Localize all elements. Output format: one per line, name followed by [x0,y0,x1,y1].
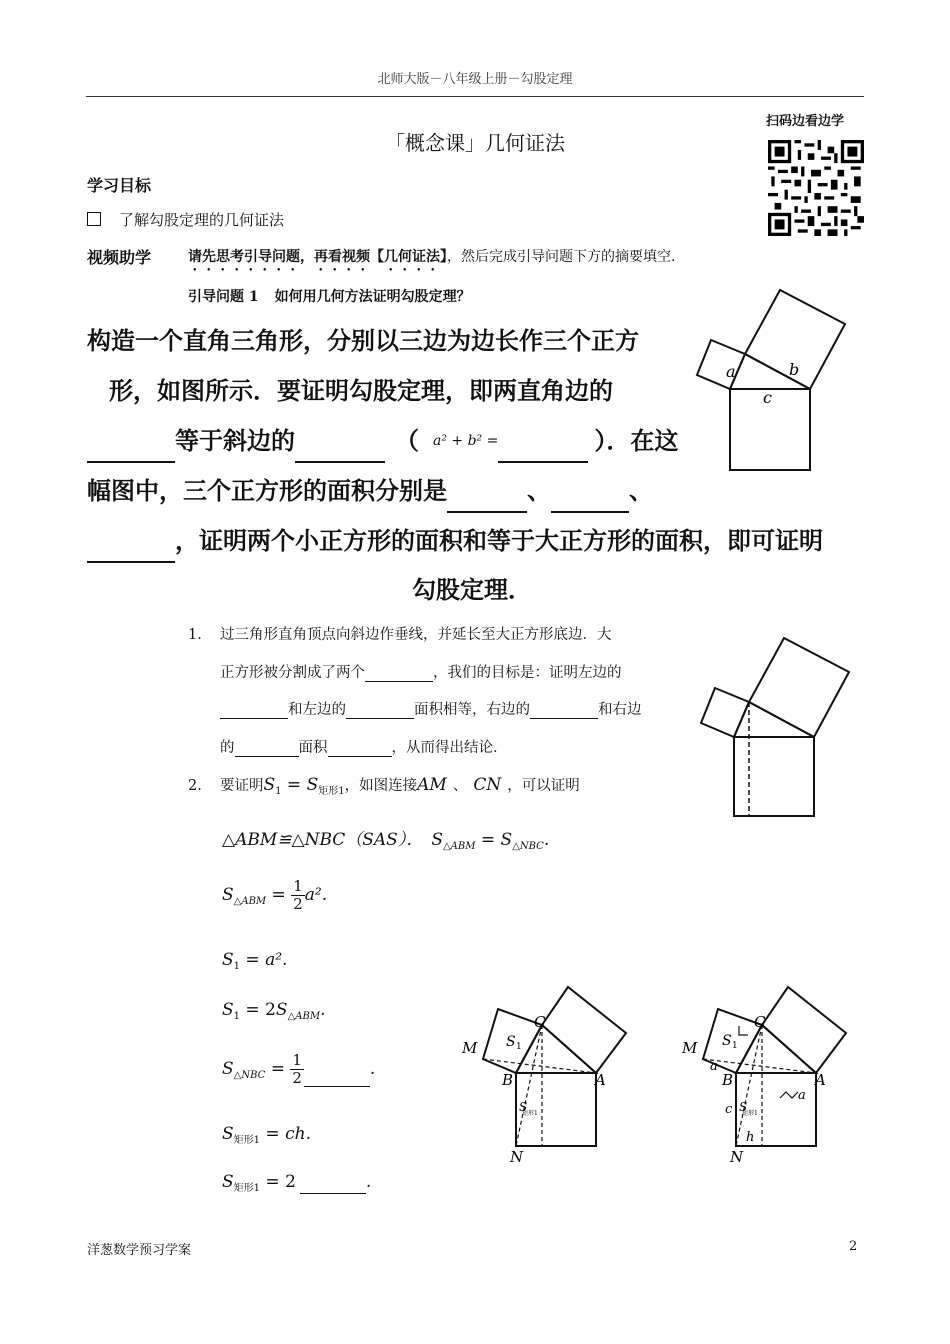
svg-text:N: N [510,1148,524,1166]
step1-number: 1. [188,627,202,643]
svg-text:h: h [746,1130,755,1145]
svg-text:C: C [534,1013,546,1031]
svg-text:c: c [725,1102,733,1117]
figure-pythagoras-squares [692,288,872,474]
summary-line-4-a: 幅图中，三个正方形的面积分别是 [87,477,447,505]
formula-a2-b2: a² + b² = [433,433,499,449]
footer-brand: 洋葱数学预习学案 [87,1243,192,1258]
step1-line-3 [220,698,642,719]
step1-line-1-text: 过三角形直角顶点向斜边作垂线，并延长至大正方形底边．大 [220,627,612,643]
video-instructions-rest: ，然后完成引导问题下方的摘要填空. [447,249,676,265]
step1-blank-6[interactable] [328,740,392,757]
page-number: 2 [849,1239,858,1254]
svg-text:1: 1 [732,1041,738,1051]
svg-text:A: A [815,1071,826,1089]
svg-text:B: B [722,1071,734,1089]
video-instructions [188,246,675,274]
label-a: a [726,362,736,381]
step1-blank-5[interactable] [235,740,299,757]
goals-heading: 学习目标 [87,176,152,195]
step1-line-4-a: 的 [220,740,235,756]
summary-line-3-paren: （ [395,427,419,455]
summary-line-4 [87,469,653,513]
eq-rect-2: $S_{矩形1} = 2$ . [222,1172,372,1194]
svg-text:M: M [682,1039,698,1057]
figure-proof-right [676,985,866,1167]
seg-cn: CN [473,775,502,795]
video-heading: 视频助学 [87,248,152,267]
summary-line-2: 形，如图所示．要证明勾股定理，即两直角边的 [109,377,613,405]
figure-perpendicular-split [696,637,876,819]
step1-line-4 [220,736,508,757]
small-square-a [697,340,745,389]
eq-nbc-half: $S_{\triangle NBC}$ = $\frac{1}{2}$ . [222,1051,376,1087]
step2-number: 2. [188,778,202,794]
step1-line-3-b: 面积相等，右边的 [414,702,530,718]
guide-question-text: 如何用几何方法证明勾股定理？ [274,289,471,305]
step2-blank-1[interactable] [304,1070,370,1087]
svg-text:a: a [710,1059,718,1074]
header-rule [86,96,864,97]
svg-text:A: A [595,1071,606,1089]
summary-line-3-c: ）．在这 [594,427,679,455]
figure-proof-left [456,985,646,1167]
eq-rect-ch: $S_{矩形1}$ = ch. [222,1124,311,1146]
step1-line-4-c: ，从而得出结论． [391,740,508,756]
svg-text:矩形1: 矩形1 [522,1110,538,1117]
step1-line-3-a: 和左边的 [288,702,346,718]
step2-intro [188,774,580,797]
summary-sep-1: 、 [527,477,551,505]
summary-line-6: 勾股定理． [412,576,532,604]
step2-intro-c: 、 [452,778,468,794]
guide-question [188,286,487,306]
step1-line-1 [188,623,612,644]
eq-s1-a2: $S_1 = a^2$. [222,950,288,972]
summary-line-3-a: 等于斜边的 [175,427,295,455]
blank-area-3[interactable] [87,531,175,563]
goal-item [87,209,284,230]
blank-hypotenuse[interactable] [295,431,385,463]
eq-s1-2abm: $S_1 = 2S_{\triangle ABM}$. [222,1000,326,1022]
svg-text:M: M [462,1039,478,1057]
step1-line-4-b: 面积 [298,740,328,756]
eq-abm-half-a2: $S_{\triangle ABM}$ = $\frac{1}{2}$ a². [222,877,328,913]
svg-text:B: B [502,1071,514,1089]
svg-text:S: S [506,1034,516,1050]
svg-text:S: S [722,1033,732,1049]
step1-line-2-b: ，我们的目标是：证明左边的 [433,665,622,681]
summary-line-5-text: ，证明两个小正方形的面积和等于大正方形的面积，即可证明 [175,527,823,555]
guide-question-label: 引导问题 1 [188,289,259,305]
step1-line-3-c: 和右边 [598,702,642,718]
checkbox-icon[interactable] [87,212,101,226]
summary-line-1: 构造一个直角三角形，分别以三边为边长作三个正方 [87,327,639,355]
svg-text:S: S [519,1100,528,1114]
blank-area-2[interactable] [551,481,629,513]
label-c: c [763,388,772,407]
blank-legs[interactable] [87,431,175,463]
svg-text:1: 1 [516,1042,522,1052]
step1-blank-4[interactable] [530,702,598,719]
eq-congruence: △ABM≌△NBC（SAS）． $S_{\triangle ABM} = S_{\triangle NBC}$. [222,830,550,852]
qr-label: 扫码边看边学 [766,114,845,129]
svg-text:C: C [754,1013,766,1031]
video-instructions-emphasis: 请先思考引导问题，再看视频【几何证法】 [188,249,447,265]
step1-blank-2[interactable] [220,702,288,719]
step1-blank-3[interactable] [346,702,414,719]
step2-intro-d: ，可以证明 [507,778,580,794]
step2-intro-a: 要证明 [220,778,264,794]
step2-intro-b: ，如图连接 [344,778,418,794]
svg-text:N: N [730,1148,744,1166]
blank-area-1[interactable] [447,481,527,513]
svg-text:S: S [739,1100,748,1114]
step1-blank-1[interactable] [365,665,433,682]
running-header: 北师大版－八年级上册－勾股定理 [377,72,573,87]
step1-line-2-a: 正方形被分割成了两个 [220,665,365,681]
goal-text: 了解勾股定理的几何证法 [119,211,285,229]
lesson-title: 「概念课」几何证法 [385,131,565,155]
step1-line-2 [220,661,622,682]
summary-sep-2: 、 [629,477,653,505]
label-b: b [789,360,800,379]
svg-text:a: a [798,1088,806,1103]
step2-blank-2[interactable] [300,1177,366,1194]
summary-line-3 [87,419,678,463]
blank-c2[interactable] [498,431,588,463]
svg-text:矩形1: 矩形1 [742,1110,758,1117]
eq-s1-rect: $S_1 = S_{矩形1}$ [263,775,345,797]
seg-am: AM [417,775,447,795]
summary-line-5 [87,519,823,563]
